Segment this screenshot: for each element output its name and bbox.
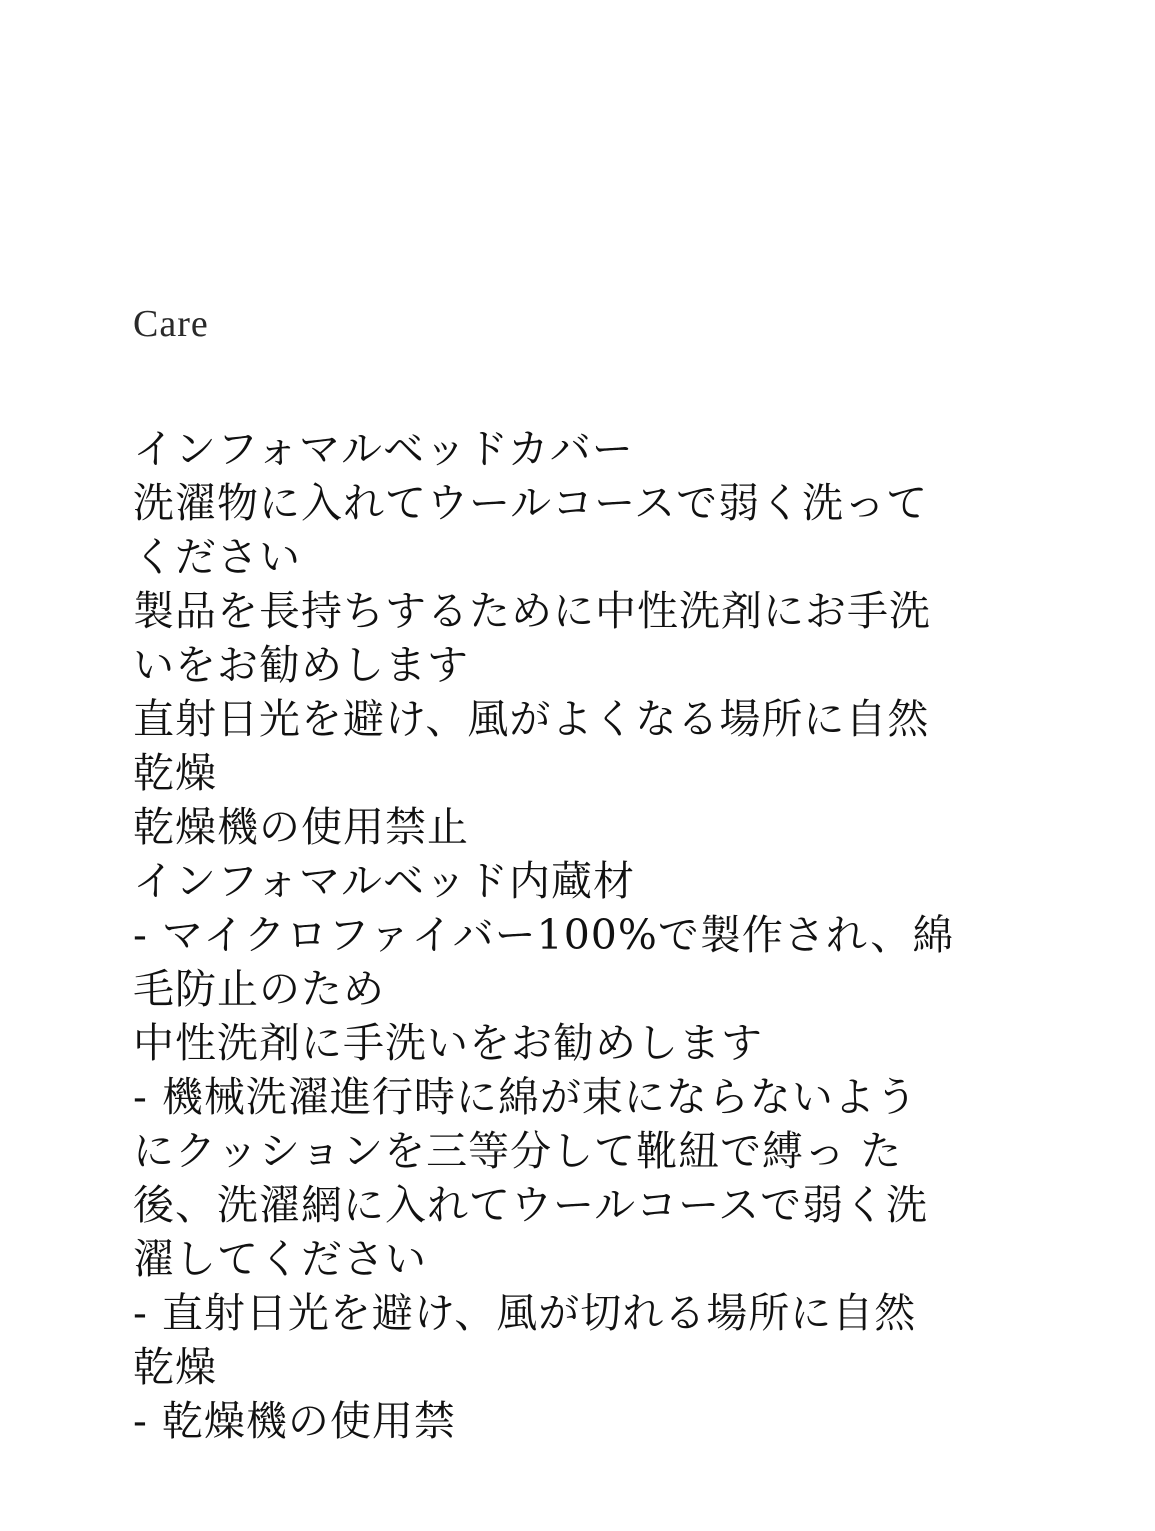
text-line: 毛防止のため (133, 965, 385, 1013)
text-line: 乾燥 (133, 749, 217, 797)
page-title: Care (133, 303, 209, 345)
care-instructions (133, 422, 1013, 1448)
text-line: にクッションを三等分して靴紐で縛っ た (133, 1127, 903, 1175)
text-line: 製品を長持ちするために中性洗剤にお手洗 (133, 587, 931, 635)
text-line: 乾燥 (133, 1343, 217, 1391)
text-line: いをお勧めします (133, 641, 469, 689)
text-line: ください (133, 533, 301, 581)
text-line: 後、洗濯網に入れてウールコースで弱く洗 (133, 1181, 929, 1229)
text-line: 洗濯物に入れてウールコースで弱く洗って (133, 479, 929, 527)
text-line: インフォマルベッドカバー (133, 425, 634, 473)
text-line: - 機械洗濯進行時に綿が束にならないよう (133, 1073, 918, 1121)
text-line: インフォマルベッド内蔵材 (133, 857, 635, 905)
text-line: - マイクロファイバー100%で製作され、綿 (133, 911, 955, 959)
text-line: 中性洗剤に手洗いをお勧めします (133, 1019, 763, 1067)
text-line: 濯してください (133, 1235, 427, 1283)
text-line: - 直射日光を避け、風が切れる場所に自然 (133, 1289, 917, 1337)
text-line: 乾燥機の使用禁止 (133, 803, 469, 851)
text-line: 直射日光を避け、風がよくなる場所に自然 (133, 695, 930, 743)
text-line: - 乾燥機の使用禁 (133, 1397, 456, 1445)
